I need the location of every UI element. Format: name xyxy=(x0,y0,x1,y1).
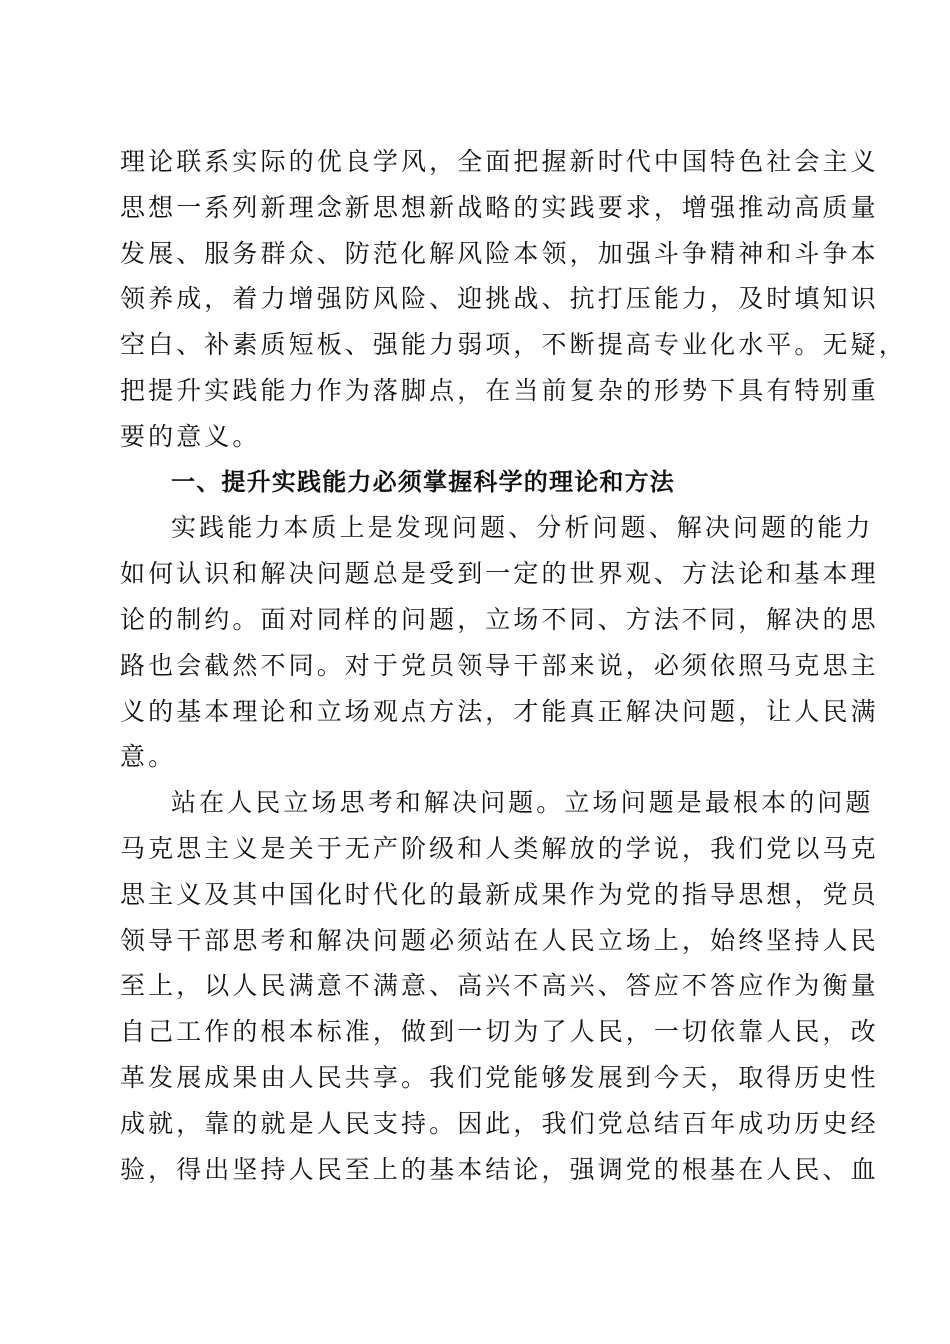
text-line: 领导干部思考和解决问题必须站在人民立场上，始终坚持人民 xyxy=(120,925,879,955)
text-line: 义的基本理论和立场观点方法，才能真正解决问题，让人民满 xyxy=(120,696,879,726)
text-line: 成就，靠的就是人民支持。因此，我们党总结百年成功历史经 xyxy=(120,1108,879,1138)
text-line: 革发展成果由人民共享。我们党能够发展到今天，取得历史性 xyxy=(120,1062,879,1092)
text-line: 领养成，着力增强防风险、迎挑战、抗打压能力，及时填知识 xyxy=(120,284,879,314)
text-line: 自己工作的根本标准，做到一切为了人民，一切依靠人民，改 xyxy=(120,1017,879,1047)
paragraph-first-line: 实践能力本质上是发现问题、分析问题、解决问题的能力 xyxy=(171,513,874,543)
text-line: 理论联系实际的优良学风，全面把握新时代中国特色社会主义 xyxy=(120,147,879,176)
text-line: 发展、服务群众、防范化解风险本领，加强斗争精神和斗争本 xyxy=(120,238,879,268)
text-line: 至上，以人民满意不满意、高兴不高兴、答应不答应作为衡量 xyxy=(120,971,879,1001)
text-line: 意。 xyxy=(120,742,177,772)
text-line: 马克思主义是关于无产阶级和人类解放的学说，我们党以马克 xyxy=(120,833,879,863)
text-line: 思主义及其中国化时代化的最新成果作为党的指导思想，党员 xyxy=(120,879,879,909)
text-line: 路也会截然不同。对于党员领导干部来说，必须依照马克思主 xyxy=(120,650,879,680)
text-line: 论的制约。面对同样的问题，立场不同、方法不同，解决的思 xyxy=(120,604,879,634)
section-heading: 一、提升实践能力必须掌握科学的理论和方法 xyxy=(171,467,675,496)
text-line: 要的意义。 xyxy=(120,421,261,451)
text-line: 空白、补素质短板、强能力弱项，不断提高专业化水平。无疑， xyxy=(120,330,907,360)
text-line: 如何认识和解决问题总是受到一定的世界观、方法论和基本理 xyxy=(120,559,879,589)
text-line: 把提升实践能力作为落脚点，在当前复杂的形势下具有特别重 xyxy=(120,375,879,405)
document-page xyxy=(120,139,907,1192)
text-line: 验，得出坚持人民至上的基本结论，强调党的根基在人民、血 xyxy=(120,1154,879,1184)
paragraph-first-line: 站在人民立场思考和解决问题。立场问题是最根本的问题 xyxy=(171,788,874,818)
text-line: 思想一系列新理念新思想新战略的实践要求，增强推动高质量 xyxy=(120,192,879,222)
